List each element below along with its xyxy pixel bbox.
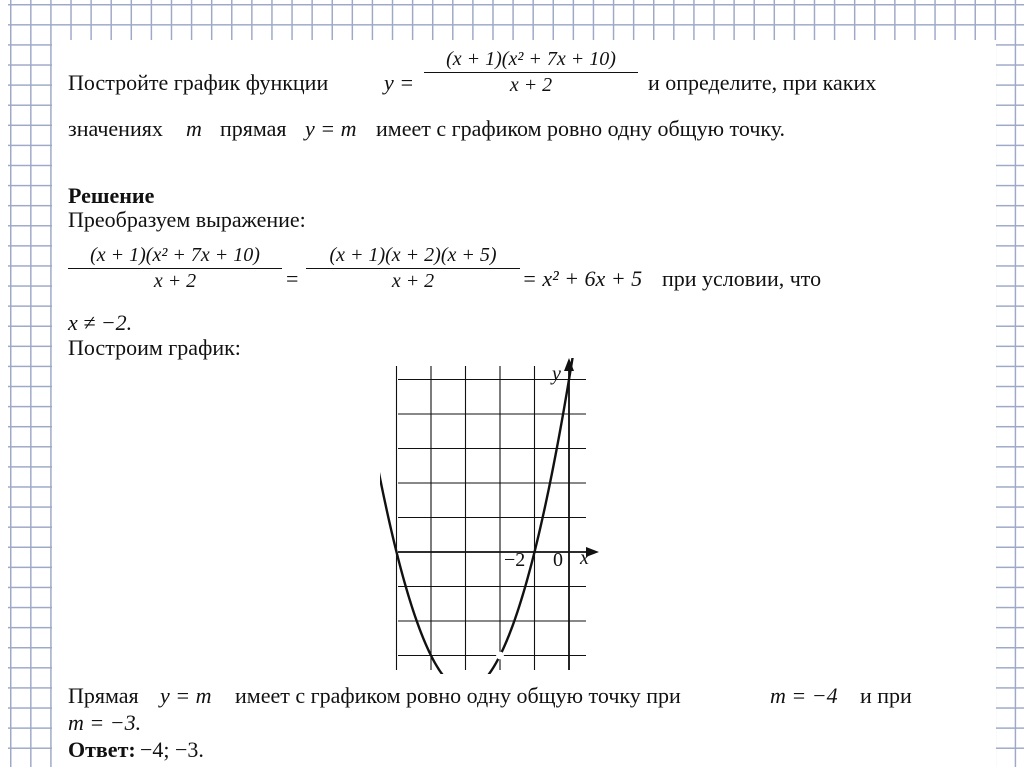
equals-sign: = <box>286 266 299 291</box>
function-lhs: y = <box>384 70 415 95</box>
problem-intro-cont: и определите, при каких <box>648 70 877 95</box>
transform-numerator-2: (x + 1)(x + 2)(x + 5) <box>329 244 497 266</box>
transform-fraction-1 <box>68 244 282 293</box>
problem-line2-b: прямая <box>220 116 287 141</box>
problem-line2-a: значениях <box>68 116 163 141</box>
transform-fraction-2 <box>306 244 520 293</box>
conclusion-eq: y = m <box>160 683 212 708</box>
tick-label-zero: 0 <box>553 549 563 571</box>
parabola-curve <box>380 358 577 674</box>
answer-label: Ответ: <box>68 737 136 762</box>
parabola-graph <box>380 358 602 674</box>
condition-text: при условии, что <box>662 266 822 291</box>
transform-denominator-1: x + 2 <box>153 270 197 292</box>
problem-line-eq: y = m <box>305 116 357 141</box>
x-axis-label: x <box>580 547 589 569</box>
function-fraction <box>424 48 638 97</box>
graph-grid <box>397 366 587 670</box>
problem-intro: Постройте график функции <box>68 70 329 95</box>
solution-heading: Решение <box>68 183 155 208</box>
simplified-expression: = x² + 6x + 5 <box>522 266 643 291</box>
condition-expression: x ≠ −2. <box>68 310 133 335</box>
tick-label-minus-2: −2 <box>504 549 526 571</box>
conclusion-a: Прямая <box>68 683 139 708</box>
build-graph-label: Построим график: <box>68 335 241 360</box>
problem-m: m <box>186 116 202 141</box>
problem-line2-c: имеет с графиком ровно одну общую точку. <box>376 116 786 141</box>
conclusion-b: имеет с графиком ровно одну общую точку при <box>235 683 681 708</box>
answer-value: −4; −3. <box>140 737 204 762</box>
transform-denominator-2: x + 2 <box>391 270 435 292</box>
transform-numerator-1: (x + 1)(x² + 7x + 10) <box>90 244 260 266</box>
graph-axes <box>398 358 599 670</box>
conclusion-value-1: m = −4 <box>770 683 838 708</box>
conclusion-value-2: m = −3. <box>68 710 142 735</box>
function-denominator: x + 2 <box>509 74 553 96</box>
punctured-point <box>497 652 504 659</box>
conclusion-c: и при <box>860 683 912 708</box>
function-numerator: (x + 1)(x² + 7x + 10) <box>446 48 616 70</box>
transform-label: Преобразуем выражение: <box>68 207 306 232</box>
y-axis-label: y <box>552 363 561 385</box>
